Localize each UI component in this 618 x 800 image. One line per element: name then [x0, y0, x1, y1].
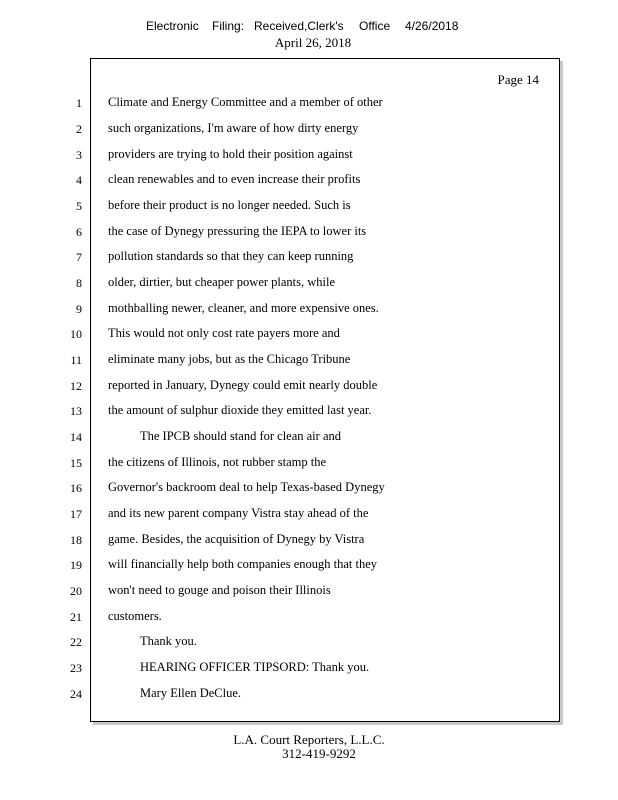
line-number: 4 [76, 173, 82, 187]
line-number: 17 [70, 507, 82, 521]
line-text: and its new parent company Vistra stay ahead of the [108, 506, 369, 520]
line-text: before their product is no longer needed. Such is [108, 198, 351, 212]
page-number: Page 14 [497, 72, 539, 87]
line-text: Thank you. [140, 634, 197, 648]
line-number: 23 [70, 661, 82, 675]
line-number: 2 [76, 122, 82, 136]
line-number: 11 [70, 353, 82, 367]
line-number: 19 [70, 558, 82, 572]
line-number: 13 [70, 404, 82, 418]
stamp-office: Office [359, 19, 391, 33]
line-text: The IPCB should stand for clean air and [140, 429, 341, 443]
line-number: 9 [76, 302, 82, 316]
line-number: 18 [70, 533, 82, 547]
line-number: 14 [70, 430, 82, 444]
footer-phone: 312-419-9292 [282, 746, 356, 761]
line-text: the case of Dynegy pressuring the IEPA to lower its [108, 224, 367, 238]
line-text: the amount of sulphur dioxide they emitted last year. [108, 403, 372, 417]
line-number: 24 [70, 687, 82, 701]
line-number: 20 [70, 584, 82, 598]
line-number: 16 [70, 481, 82, 495]
stamp-date-long: April 26, 2018 [274, 35, 352, 50]
line-number: 8 [76, 276, 82, 290]
stamp-electronic: Electronic [146, 19, 199, 33]
line-number: 22 [70, 635, 82, 649]
line-text: game. Besides, the acquisition of Dynegy by Vistra [108, 532, 365, 546]
line-text: Governor's backroom deal to help Texas-based Dynegy [108, 480, 385, 494]
line-text: older, dirtier, but cheaper power plants, while [108, 275, 336, 289]
stamp-filing: Filing: [212, 19, 245, 33]
line-number: 15 [70, 456, 82, 470]
stamp-date: 4/26/2018 [405, 19, 459, 33]
line-number: 7 [76, 250, 82, 264]
line-number: 10 [70, 327, 82, 341]
page-footer [0, 733, 618, 761]
line-text: clean renewables and to even increase their profits [108, 172, 361, 186]
line-text: customers. [108, 609, 162, 623]
line-text: won't need to gouge and poison their Illinois [108, 583, 331, 597]
line-text: HEARING OFFICER TIPSORD: Thank you. [140, 660, 370, 674]
footer-company: L.A. Court Reporters, L.L.C. [233, 732, 385, 747]
line-text: reported in January, Dynegy could emit nearly double [108, 378, 378, 392]
line-number: 1 [76, 96, 82, 110]
line-text: such organizations, I'm aware of how dirty energy [108, 121, 359, 135]
line-text: pollution standards so that they can keep running [108, 249, 354, 263]
line-text: eliminate many jobs, but as the Chicago Tribune [108, 352, 351, 366]
line-text: This would not only cost rate payers more and [108, 326, 340, 340]
line-text: mothballing newer, cleaner, and more expensive ones. [108, 301, 379, 315]
stamp-received: Received,Clerk's [254, 19, 344, 33]
line-number: 6 [76, 225, 82, 239]
line-text: will financially help both companies enough that they [108, 557, 378, 571]
line-number: 21 [70, 610, 82, 624]
line-number: 5 [76, 199, 82, 213]
line-text: Mary Ellen DeClue. [140, 686, 242, 700]
line-text: Climate and Energy Committee and a member of other [108, 95, 383, 109]
line-text: the citizens of Illinois, not rubber stamp the [108, 455, 327, 469]
line-text: providers are trying to hold their position against [108, 147, 353, 161]
line-number: 3 [76, 148, 82, 162]
line-number: 12 [70, 379, 82, 393]
